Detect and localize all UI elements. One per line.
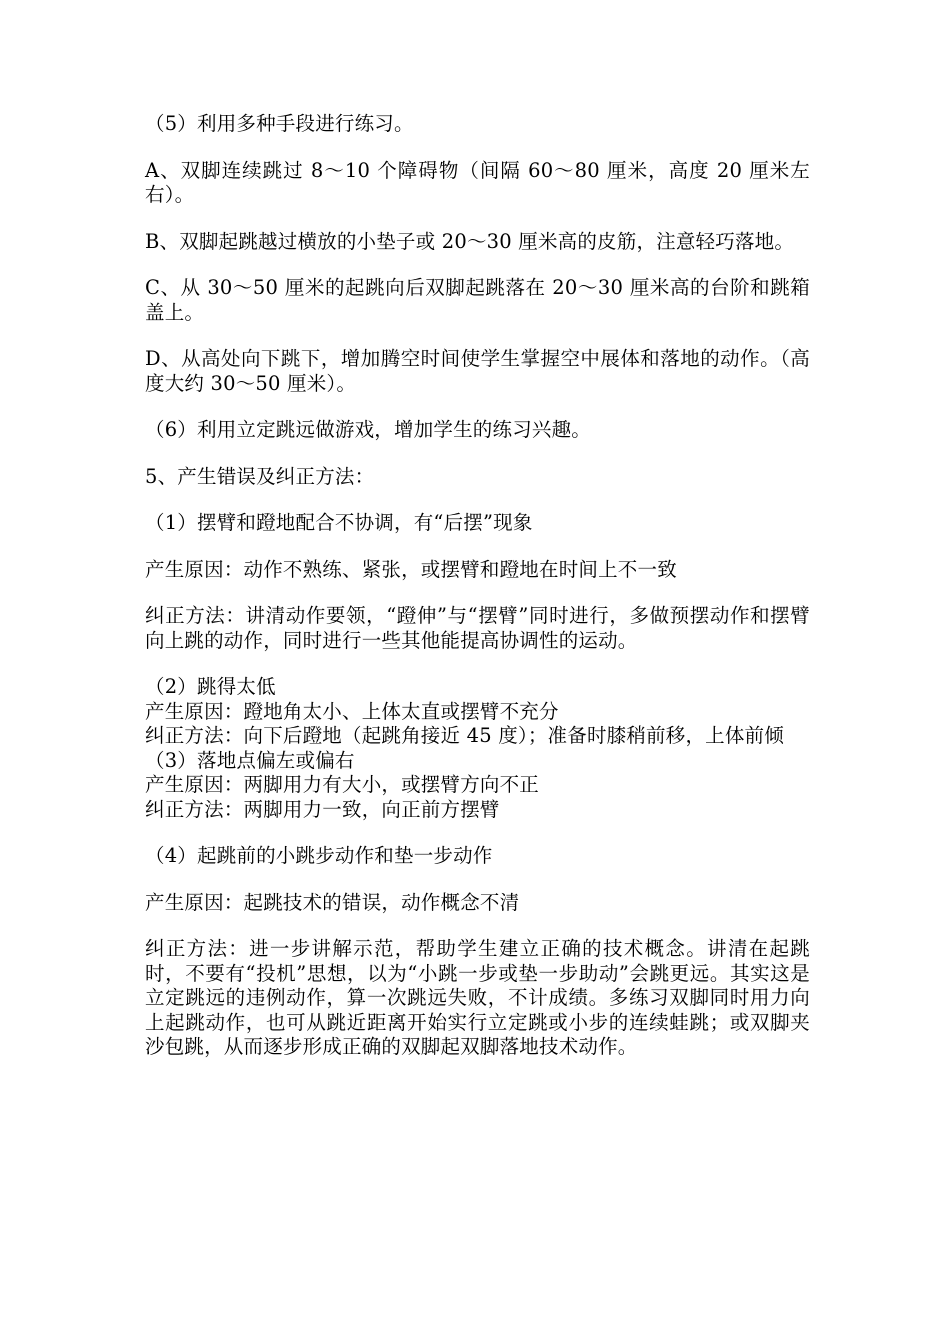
document-body — [145, 112, 810, 1060]
error-1-correction: 纠正方法：讲清动作要领，“蹬伸”与“摆臂”同时进行，多做预摆动作和摆臂向上跳的动作，同时进行一些其他能提高协调性的运动。 — [145, 604, 810, 652]
error-4-title: （4）起跳前的小跳步动作和垫一步动作 — [145, 844, 493, 867]
error-3-cause: 产生原因：两脚用力有大小，或摆臂方向不正 — [145, 773, 540, 796]
error-4-cause: 产生原因：起跳技术的错误，动作概念不清 — [145, 890, 520, 914]
paragraph-item-a: A、双脚连续跳过 8～10 个障碍物（间隔 60～80 厘米，高度 20 厘米左右）。 — [145, 158, 810, 206]
error-3-correction: 纠正方法：两脚用力一致，向正前方摆臂 — [145, 797, 500, 821]
error-1-cause: 产生原因：动作不熟练、紧张，或摆臂和蹬地在时间上不一致 — [145, 557, 677, 581]
section-heading-errors: 5、产生错误及纠正方法： — [145, 464, 375, 488]
paragraph-item-d: D、从高处向下跳下，增加腾空时间使学生掌握空中展体和落地的动作。（高度大约 30～50 厘米）。 — [145, 347, 810, 395]
error-2-title: （2）跳得太低 — [145, 675, 276, 698]
error-1-title: （1）摆臂和蹬地配合不协调，有“后摆”现象 — [145, 511, 533, 534]
paragraph-practice-methods-heading: （5）利用多种手段进行练习。 — [145, 112, 414, 135]
paragraph-game-practice: （6）利用立定跳远做游戏，增加学生的练习兴趣。 — [145, 418, 592, 441]
error-4-correction: 纠正方法：进一步讲解示范，帮助学生建立正确的技术概念。讲清在起跳时，不要有“投机”思想，以为“小跳一步或垫一步助动”会跳更远。其实这是立定跳远的违例动作，算一次跳远失败，不计成绩。多练习双脚同时用力向上起跳动作，也可从跳近距离开始实行立定跳或小步的连续蛙跳；或双脚夹沙包跳，从而逐步形成正确的双脚起双脚落地技术动作。 — [145, 937, 810, 1058]
error-3-title: （3）落地点偏左或偏右 — [145, 748, 355, 772]
error-2-correction: 纠正方法：向下后蹬地（起跳角接近 45 度）；准备时膝稍前移，上体前倾 — [145, 724, 784, 747]
paragraph-item-c: C、从 30～50 厘米的起跳向后双脚起跳落在 20～30 厘米高的台阶和跳箱盖上。 — [145, 276, 810, 324]
error-2-cause: 产生原因：蹬地角太小、上体太直或摆臂不充分 — [145, 699, 559, 723]
paragraph-item-b: B、双脚起跳越过横放的小垫子或 20～30 厘米高的皮筋，注意轻巧落地。 — [145, 229, 795, 253]
